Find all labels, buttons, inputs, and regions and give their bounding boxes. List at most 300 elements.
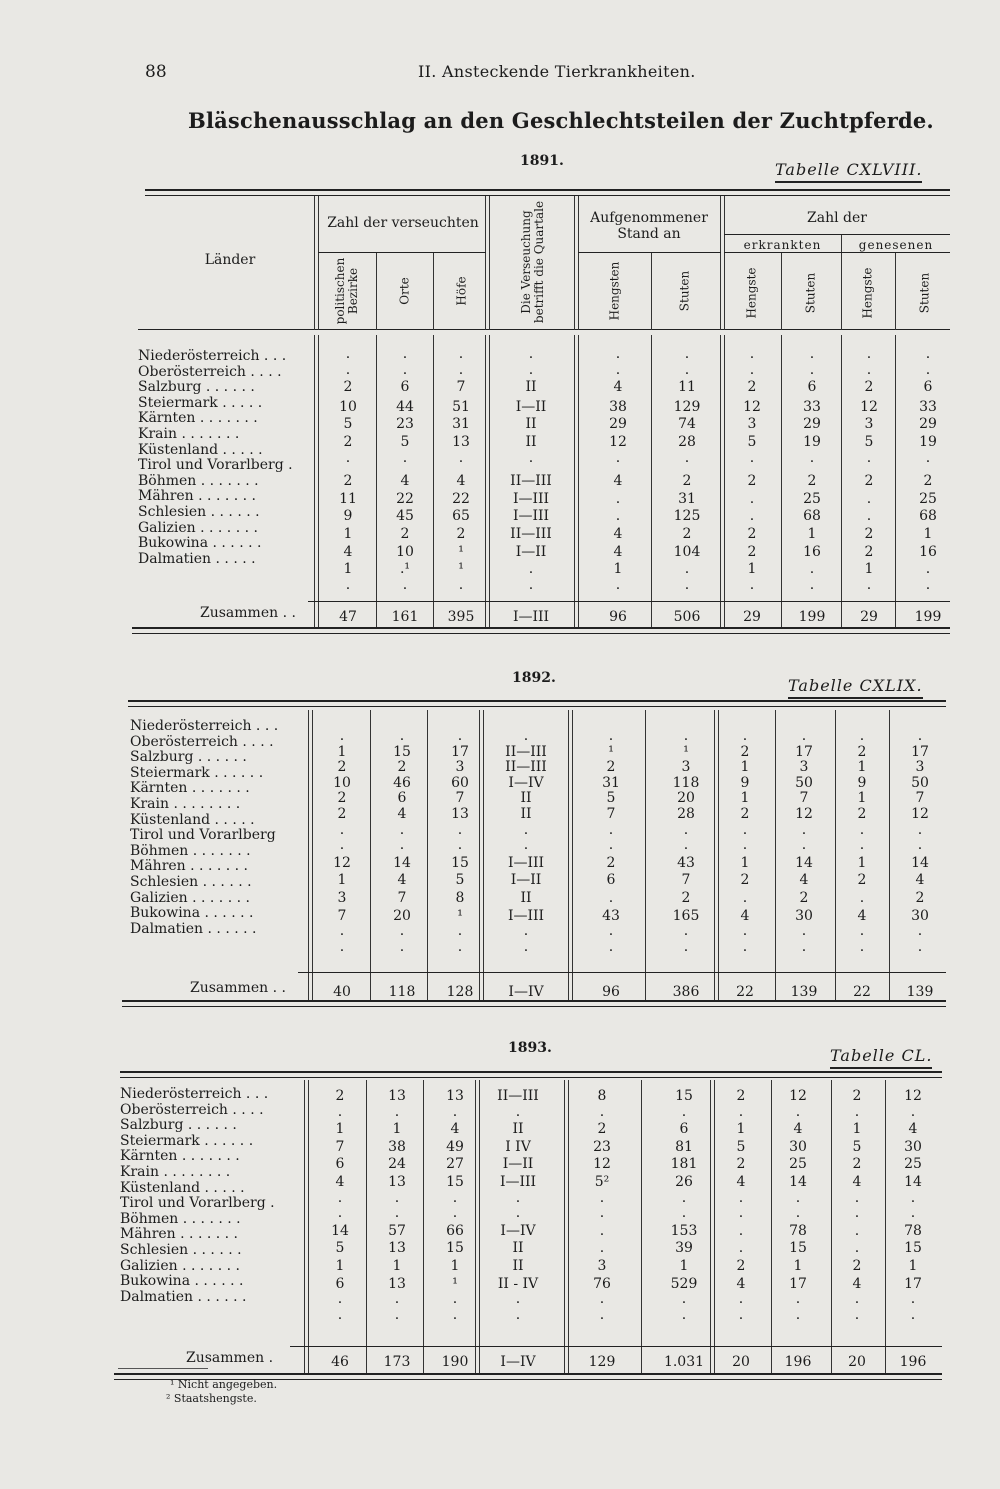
table-cell: . [452, 1205, 458, 1222]
table-cell: 1 [679, 1258, 689, 1274]
column-divider [775, 710, 776, 1000]
table-cell: . [615, 508, 621, 525]
table-cell: ¹ [608, 743, 614, 760]
table-cell: 3 [864, 416, 874, 433]
table-cell: . [859, 837, 865, 854]
table-cell: . [738, 1306, 744, 1323]
table-cell: 45 [396, 508, 414, 525]
table-cell: . [859, 938, 865, 955]
header-hoefe: Höfe [454, 276, 469, 306]
table-cell: 6 [335, 1275, 345, 1292]
table-cell: . [339, 821, 345, 838]
table-cell: . [394, 1306, 400, 1323]
page-title: Bläschenausschlag an den Geschlechtsteilen der Zuchtpferde. [188, 108, 934, 133]
table-cell: . [528, 361, 534, 378]
country-label: Küstenland . . . . . [130, 811, 255, 828]
table-cell: 2 [606, 759, 616, 776]
table-cell: 1 [337, 872, 347, 889]
header-stand: Aufgenommener Stand an [590, 210, 708, 242]
table-cell: 1 [392, 1121, 402, 1138]
table-cell: 1 [450, 1258, 460, 1274]
table-cell: 12 [789, 1088, 807, 1104]
table-cell: 20 [677, 790, 695, 807]
column-divider [423, 1080, 424, 1373]
table-cell: . [684, 361, 690, 378]
column-divider [885, 1080, 886, 1373]
table-cell: 3 [597, 1258, 607, 1274]
table-cell: 13 [452, 434, 470, 450]
table-cell: 30 [789, 1138, 807, 1155]
table-cell: . [599, 1222, 605, 1239]
table-cell: . [599, 1189, 605, 1206]
table-cell: 13 [388, 1174, 406, 1190]
table-cell: 43 [602, 907, 620, 924]
table-cell: . [859, 923, 865, 940]
country-label: Böhmen . . . . . . . [138, 472, 259, 489]
table-cell: 11 [678, 379, 696, 396]
table-cell: 1 [740, 790, 750, 807]
table-cell: . [738, 1189, 744, 1206]
sum-cell: 22 [736, 984, 754, 1000]
table-cell: . [795, 1291, 801, 1308]
table-cell: 7 [455, 790, 465, 807]
table-cell: 1 [335, 1121, 345, 1138]
table-cell: 78 [904, 1222, 922, 1239]
header-orte: Orte [397, 277, 412, 305]
table-cell: . [738, 1205, 744, 1222]
table-cell: 2 [857, 872, 867, 889]
table-cell: 4 [736, 1275, 746, 1292]
footnote-2: ² Staatshengste. [166, 1392, 257, 1405]
table-cell: 2 [343, 379, 353, 396]
header-stuten-erkrankt: Stuten [803, 272, 818, 314]
table-cell: 43 [677, 854, 695, 871]
column-divider [314, 335, 319, 627]
table-cell: . [599, 1306, 605, 1323]
column-divider [568, 710, 573, 1000]
table-cell: . [452, 1306, 458, 1323]
table-cell: 9 [740, 774, 750, 791]
table-cell: . [795, 1103, 801, 1120]
table-cell: 2 [923, 473, 933, 490]
table-cell: 2 [337, 806, 347, 822]
table-cell: . [910, 1189, 916, 1206]
table-cell: 2 [337, 790, 347, 807]
table-cell: 27 [446, 1156, 464, 1173]
table-cell: 3 [337, 890, 347, 906]
table-cell: . [910, 1306, 916, 1323]
country-label: Galizien . . . . . . . [138, 519, 258, 536]
table-cell: . [683, 728, 689, 744]
table-cell: I—III [499, 1174, 537, 1190]
table-cell: 2 [747, 543, 757, 560]
table-cell: . [859, 728, 865, 744]
table-cell: 39 [675, 1240, 693, 1257]
table-cell: 2 [852, 1258, 862, 1274]
table-cell: 23 [396, 416, 414, 433]
table-cell: 15 [446, 1174, 464, 1190]
table-cell: . [749, 361, 755, 378]
table-cell: 15 [675, 1088, 693, 1104]
table-cell: 25 [803, 490, 821, 507]
table-cell: 12 [860, 398, 878, 415]
table-cell: 5 [335, 1240, 345, 1257]
column-divider [376, 335, 377, 627]
country-label: Bukowina . . . . . . [120, 1273, 244, 1290]
table-cell: . [337, 1189, 343, 1206]
table-cell: 2 [736, 1258, 746, 1274]
table-cell: 2 [864, 543, 874, 560]
table-cell: 5 [736, 1138, 746, 1155]
table-cell: 26 [675, 1174, 693, 1190]
table-cell: II—III [505, 743, 547, 760]
table-cell: . [854, 1189, 860, 1206]
table-cell: 2 [397, 759, 407, 776]
sum-cell: 47 [339, 609, 357, 625]
table-cell: . [684, 346, 690, 362]
sum-cell: 118 [388, 984, 416, 1000]
table-cell: 5 [852, 1138, 862, 1155]
table-cell: . [337, 1103, 343, 1120]
table-cell: . [910, 1103, 916, 1120]
table-cell: 2 [740, 872, 750, 889]
year-1891: 1891. [520, 153, 564, 169]
table-cell: . [749, 449, 755, 466]
table-cell: . [742, 923, 748, 940]
table-cell: . [866, 490, 872, 507]
table-cell: . [394, 1189, 400, 1206]
country-label: Steiermark . . . . . . [120, 1132, 254, 1149]
table-cell: II [525, 434, 537, 450]
table-cell: II - IV [497, 1275, 539, 1292]
footnote-1: ¹ Nicht angegeben. [170, 1378, 278, 1391]
sum-cell: 96 [602, 984, 620, 1000]
table-cell: 23 [593, 1138, 611, 1155]
table-cell: 1 [343, 561, 353, 578]
table-cell: 1 [852, 1121, 862, 1138]
table-cell: ¹ [683, 743, 689, 760]
table-cell: 10 [396, 543, 414, 560]
table-cell: 4 [613, 379, 623, 396]
table-cell: 68 [803, 508, 821, 525]
table-cell: 19 [919, 434, 937, 450]
table-cell: . [615, 490, 621, 507]
table-cell: 38 [609, 398, 627, 415]
column-divider [831, 1080, 832, 1373]
table-cell: 17 [911, 743, 929, 760]
table-cell: 1 [740, 759, 750, 776]
sum-cell: 199 [914, 609, 942, 625]
table-cell: 4 [908, 1121, 918, 1138]
column-divider [651, 335, 652, 627]
table-cell: 8 [455, 890, 465, 906]
sum-cell: 1.031 [663, 1354, 705, 1370]
table-cell: 4 [915, 872, 925, 889]
table-cell: . [458, 346, 464, 362]
table-cell: 5 [606, 790, 616, 807]
table-cell: . [339, 938, 345, 955]
table-cell: 15 [393, 743, 411, 760]
table-cell: . [452, 1189, 458, 1206]
tabelle-label-1891: Tabelle CXLVIII. [775, 160, 922, 183]
country-label: Mähren . . . . . . . [120, 1226, 238, 1243]
table-cell: . [528, 346, 534, 362]
sum-cell: 395 [447, 609, 475, 625]
table-cell: II [512, 1240, 524, 1257]
table-cell: 14 [911, 854, 929, 871]
column-divider [841, 335, 842, 627]
header-genesenen: genesenen [858, 238, 934, 252]
country-label: Niederösterreich . . . [130, 718, 279, 734]
table-cell: 10 [339, 398, 357, 415]
table-cell: . [608, 728, 614, 744]
table-cell: . [866, 449, 872, 466]
country-label: Dalmatien . . . . . [138, 550, 256, 567]
table-cell: 12 [795, 806, 813, 822]
country-label: Krain . . . . . . . [138, 426, 240, 442]
table-cell: . [457, 821, 463, 838]
table-cell: I—IV [508, 774, 544, 791]
table-cell: . [515, 1205, 521, 1222]
sum-cell: 506 [673, 609, 701, 625]
column-divider [714, 710, 719, 1000]
country-label: Bukowina . . . . . . [130, 905, 254, 922]
header-divider [651, 252, 652, 330]
table-cell: 29 [803, 416, 821, 433]
table-cell: I—III [512, 490, 550, 507]
table-cell: . [681, 1103, 687, 1120]
table-cell: 3 [681, 759, 691, 776]
table-cell: 129 [673, 398, 701, 415]
table-cell: 3 [455, 759, 465, 776]
header-hengsten: Hengsten [607, 261, 622, 321]
column-divider [433, 335, 434, 627]
table-cell: . [801, 837, 807, 854]
table-cell: 25 [904, 1156, 922, 1173]
country-label: Krain . . . . . . . . [130, 796, 241, 812]
table-cell: . [345, 576, 351, 593]
running-head: II. Ansteckende Tierkrankheiten. [418, 62, 696, 81]
country-label: Oberösterreich . . . . [138, 363, 282, 380]
table-cell: 29 [609, 416, 627, 433]
table-cell: ¹ [452, 1275, 458, 1292]
table-cell: 2 [681, 890, 691, 906]
header-hrule [578, 252, 721, 253]
header-stuten: Stuten [677, 270, 692, 312]
table-cell: . [345, 346, 351, 362]
table-cell: II—III [510, 526, 552, 542]
table-cell: 17 [789, 1275, 807, 1292]
table-cell: 12 [333, 854, 351, 871]
table-cell: . [749, 346, 755, 362]
table-cell: II [512, 1258, 524, 1274]
table-cell: 16 [803, 543, 821, 560]
table-cell: 2 [682, 473, 692, 490]
table-cell: 15 [451, 854, 469, 871]
table-cell: 3 [799, 759, 809, 776]
table-cell: 1 [857, 759, 867, 776]
table-cell: 2 [857, 806, 867, 822]
column-divider [564, 1080, 569, 1373]
table-cell: 4 [397, 872, 407, 889]
table-cell: 1 [807, 526, 817, 542]
sum-cell: 129 [588, 1354, 616, 1370]
table-cell: . [608, 821, 614, 838]
table-cell: 2 [740, 743, 750, 760]
table-cell: ¹ [457, 907, 463, 924]
table-cell: 7 [606, 806, 616, 822]
table-cell: 13 [388, 1275, 406, 1292]
table-cell: 6 [807, 379, 817, 396]
table-cell: . [683, 923, 689, 940]
table-cell: . [515, 1306, 521, 1323]
table-cell: 6 [679, 1121, 689, 1138]
table-cell: . [683, 938, 689, 955]
table-cell: 1 [392, 1258, 402, 1274]
sum-bottom-rule [122, 1000, 946, 1002]
table-cell: . [738, 1291, 744, 1308]
header-bottom-rule [138, 329, 950, 330]
table-cell: . [599, 1103, 605, 1120]
table-cell: . [615, 576, 621, 593]
column-divider [835, 710, 836, 1000]
table-cell: . [339, 837, 345, 854]
country-label: Schlesien . . . . . . [138, 504, 260, 520]
table-cell: . [742, 890, 748, 906]
table-cell: 30 [911, 907, 929, 924]
table-cell: 2 [807, 473, 817, 490]
table-cell: 1 [747, 561, 757, 578]
table-cell: I—III [507, 854, 545, 871]
column-divider [889, 710, 890, 1000]
table-cell: . [749, 508, 755, 525]
table-cell: . [859, 890, 865, 906]
table-cell: . [608, 923, 614, 940]
sum-cell: I—IV [508, 984, 544, 1000]
table-cell: . [795, 1306, 801, 1323]
sum-cell: 46 [331, 1354, 349, 1370]
sum-cell: I—IV [500, 1354, 536, 1370]
country-label: Böhmen . . . . . . . [130, 842, 251, 859]
table-cell: . [854, 1306, 860, 1323]
column-divider [427, 710, 428, 1000]
table-cell: . [738, 1222, 744, 1239]
table-cell: 14 [331, 1222, 349, 1239]
sum-cell: 40 [333, 984, 351, 1000]
table-cell: . [399, 728, 405, 744]
table-cell: 30 [904, 1138, 922, 1155]
sum-bottom-rule [132, 627, 950, 629]
table-cell: . [394, 1103, 400, 1120]
table-cell: . [339, 728, 345, 744]
table-cell: . [399, 938, 405, 955]
table-cell: . [801, 923, 807, 940]
header-hrule [724, 234, 950, 235]
country-label: Dalmatien . . . . . . [130, 920, 257, 937]
table-cell: . [854, 1103, 860, 1120]
column-divider [475, 1080, 480, 1373]
table-cell: 19 [803, 434, 821, 450]
column-divider [485, 335, 490, 627]
table-cell: 31 [602, 774, 620, 791]
table-cell: 6 [606, 872, 616, 889]
table-cell: 4 [613, 526, 623, 542]
table-cell: . [854, 1240, 860, 1257]
table-cell: . [742, 837, 748, 854]
table-cell: . [809, 346, 815, 362]
column-divider [781, 335, 782, 627]
year-1893: 1893. [508, 1040, 552, 1056]
table-cell: . [801, 821, 807, 838]
table-cell: . [458, 576, 464, 593]
table-cell: 57 [388, 1222, 406, 1239]
table-cell: 6 [335, 1156, 345, 1173]
country-label: Küstenland . . . . . [120, 1179, 245, 1196]
country-label: Oberösterreich . . . . [130, 733, 274, 750]
table-cell: . [866, 346, 872, 362]
country-label: Steiermark . . . . . . [130, 764, 264, 781]
sum-label: Zusammen . [186, 1350, 274, 1366]
sum-cell: 20 [848, 1354, 866, 1370]
table-cell: 28 [677, 806, 695, 822]
table-cell: 15 [446, 1240, 464, 1257]
country-label: Tirol und Vorarlberg [130, 827, 276, 844]
table-cell: . [402, 361, 408, 378]
country-label: Salzburg . . . . . . [120, 1117, 237, 1134]
table-cell: II [525, 379, 537, 396]
table-cell: 6 [400, 379, 410, 396]
table-cell: . [337, 1205, 343, 1222]
table-cell: 7 [456, 379, 466, 396]
table-cell: 2 [857, 743, 867, 760]
table-cell: 49 [446, 1138, 464, 1155]
sum-cell: 173 [383, 1354, 411, 1370]
table-cell: 25 [789, 1156, 807, 1173]
table-cell: . [402, 576, 408, 593]
column-divider [895, 335, 896, 627]
table-cell: ¹ [458, 561, 464, 578]
sum-cell: 139 [906, 984, 934, 1000]
table-cell: 33 [919, 398, 937, 415]
table-cell: . [866, 361, 872, 378]
table-cell: . [801, 728, 807, 744]
country-label: Bukowina . . . . . . [138, 535, 262, 552]
table-cell: . [523, 923, 529, 940]
table-cell: 38 [388, 1138, 406, 1155]
table-cell: . [854, 1222, 860, 1239]
table-cell: 2 [747, 473, 757, 490]
table-cell: 4 [400, 473, 410, 490]
table-cell: . [795, 1189, 801, 1206]
table-cell: . [615, 346, 621, 362]
table-cell: I—II [515, 398, 547, 415]
table-cell: 2 [736, 1088, 746, 1104]
tabelle-label-1892: Tabelle CXLIX. [788, 676, 923, 699]
table-cell: 25 [919, 490, 937, 507]
table-cell: 1 [335, 1258, 345, 1274]
table-cell: 1 [736, 1121, 746, 1138]
table-cell: 4 [456, 473, 466, 490]
table-cell: I—III [512, 508, 550, 525]
table-cell: 1 [337, 743, 347, 760]
table-cell: 50 [795, 774, 813, 791]
table-cell: . [917, 923, 923, 940]
sum-cell: 199 [798, 609, 826, 625]
table-cell: . [528, 576, 534, 593]
table-cell: . [742, 938, 748, 955]
table-cell: 8 [597, 1088, 607, 1104]
table-cell: . [452, 1291, 458, 1308]
